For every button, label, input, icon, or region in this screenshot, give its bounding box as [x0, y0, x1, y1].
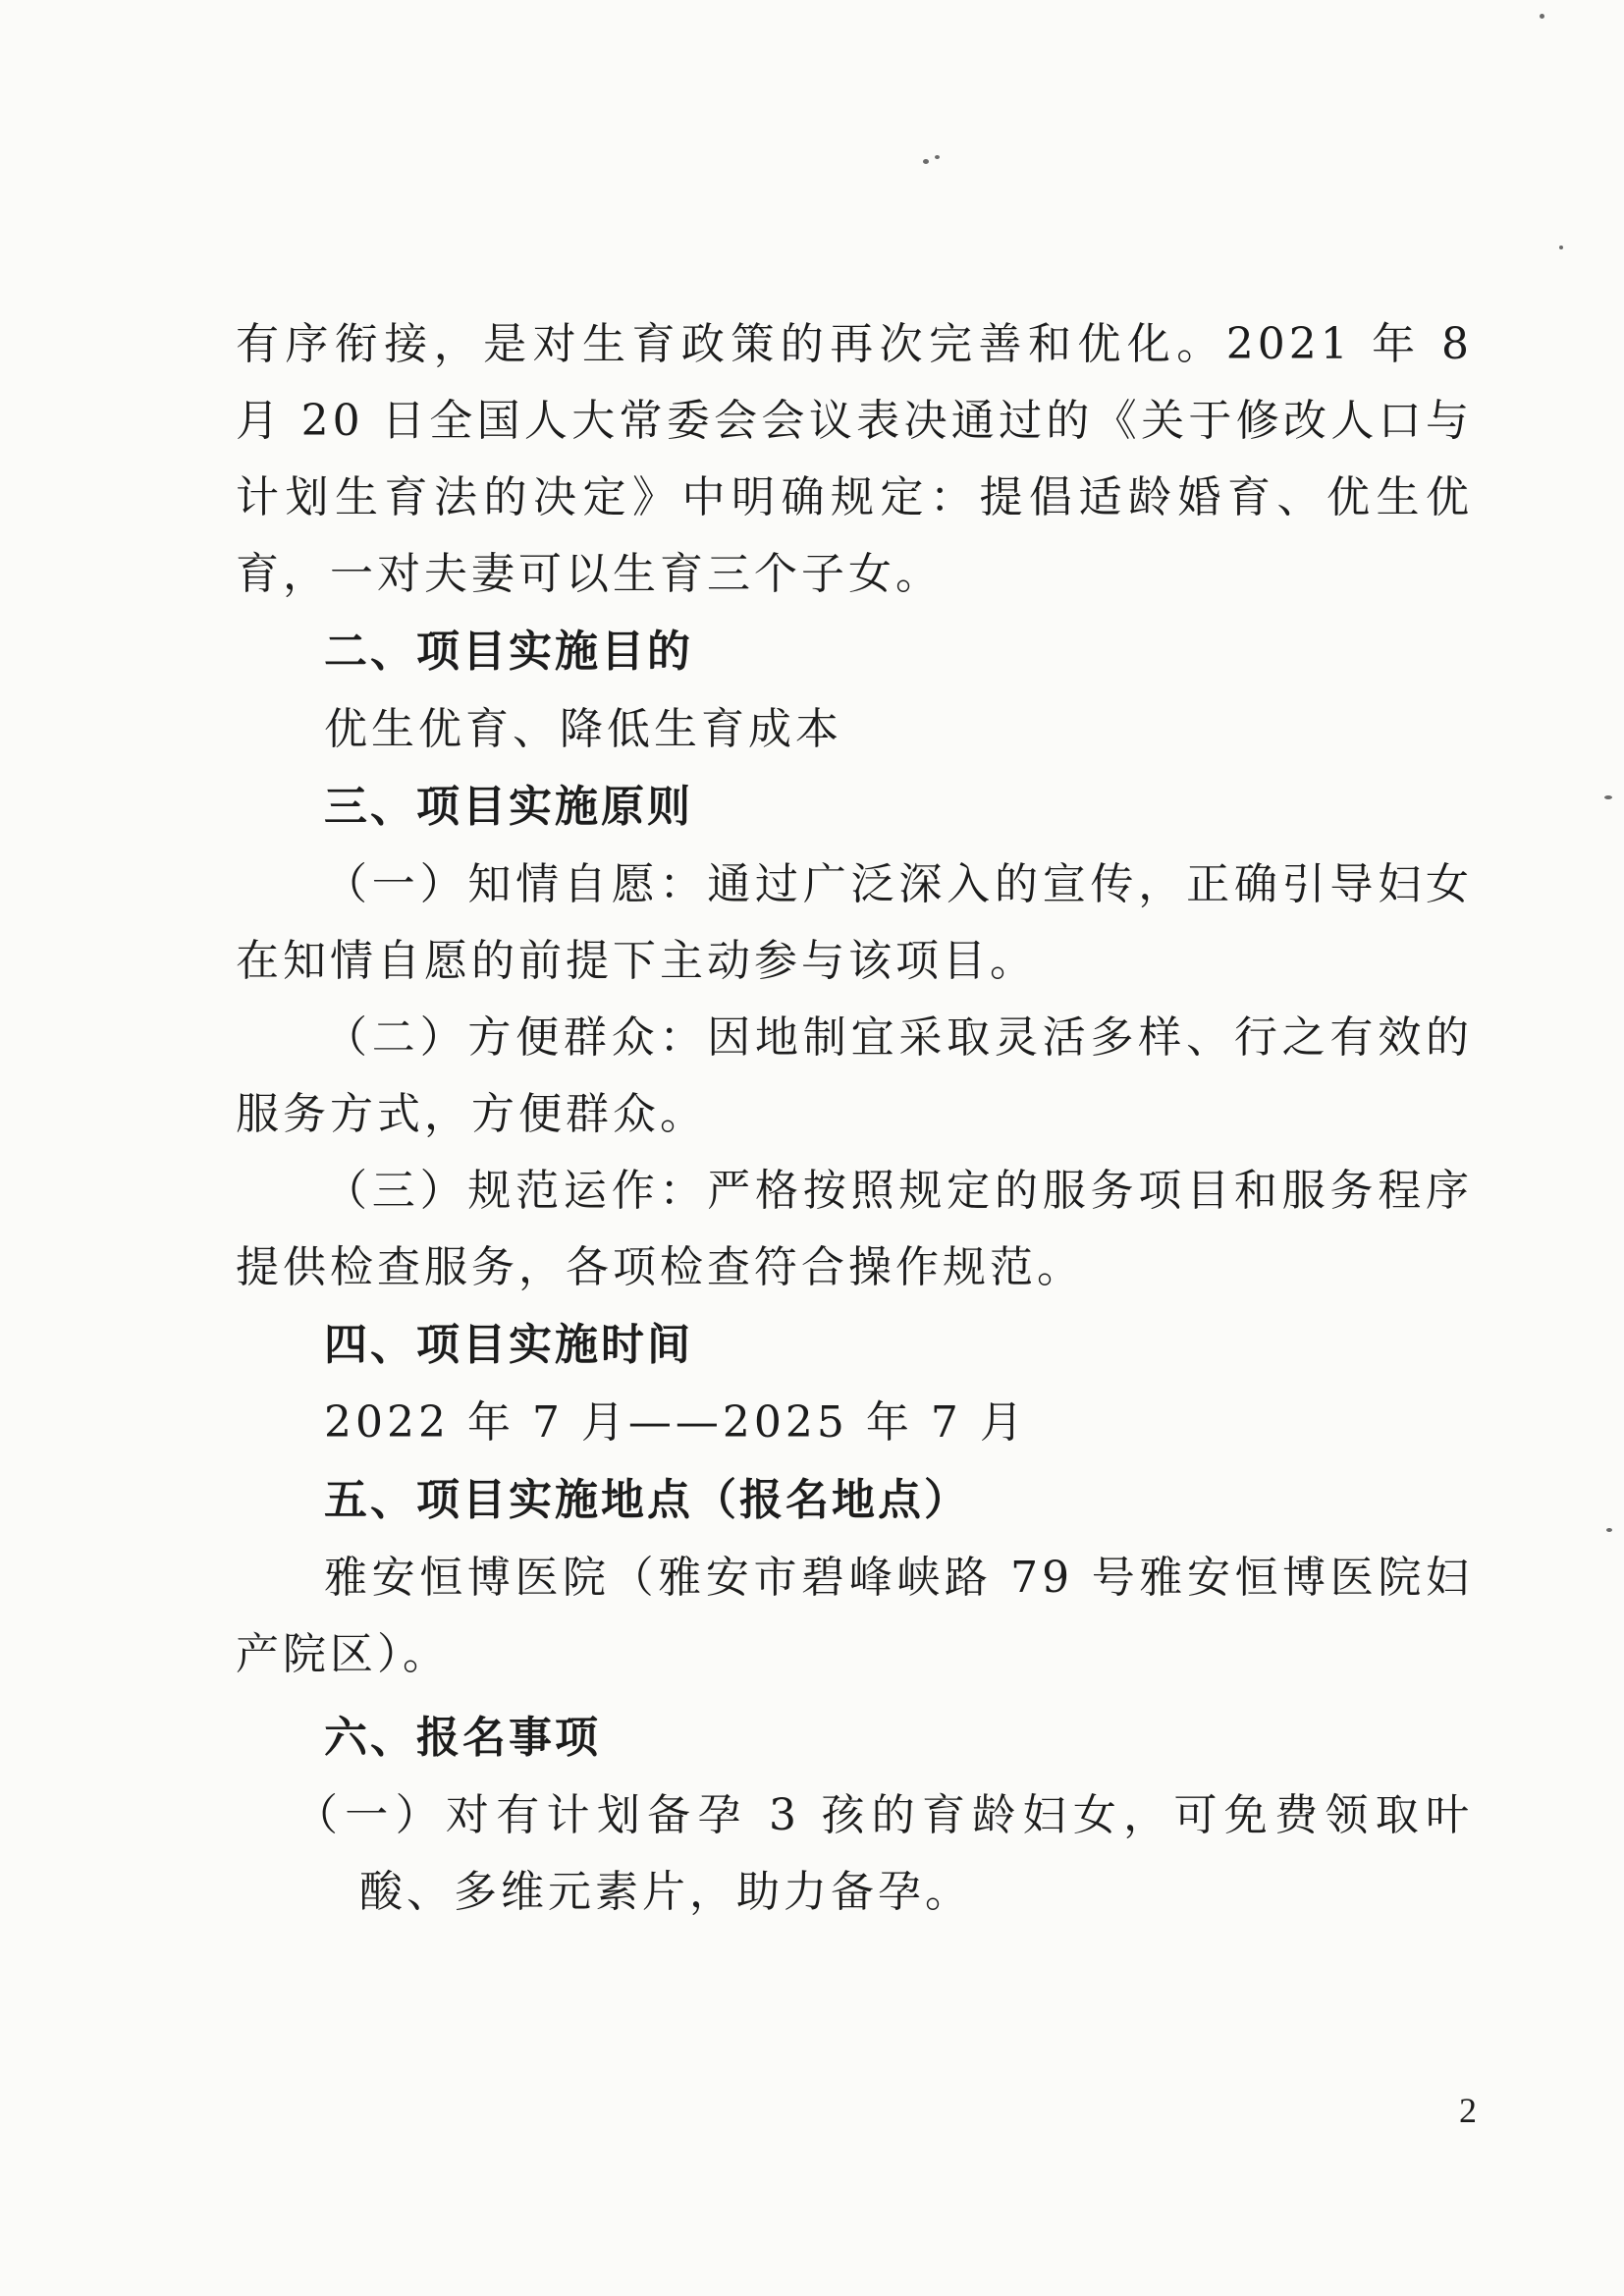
- section-heading-purpose: 二、项目实施目的: [324, 627, 693, 677]
- scan-speck: [923, 159, 929, 164]
- intro-paragraph: 有序衔接，是对生育政策的再次完善和优化。2021 年 8 月 20 日全国人大常委会会议表决通过的《关于修改人口与计划生育法的决定》中明确规定：提倡适龄婚育、优生优育，一对夫妻可以生育三个子女。: [236, 319, 1473, 599]
- section-heading-registration: 六、报名事项: [324, 1713, 601, 1763]
- scan-speck: [1559, 246, 1563, 249]
- document-body: [236, 306, 1473, 1931]
- principle-item-2: （二）方便群众：因地制宜采取灵活多样、行之有效的服务方式，方便群众。: [236, 1012, 1473, 1139]
- section-heading-principles: 三、项目实施原则: [324, 782, 693, 832]
- section-body-time: 2022 年 7 月——2025 年 7 月: [324, 1397, 1027, 1448]
- scan-speck: [1540, 14, 1544, 19]
- section-heading-location: 五、项目实施地点（报名地点）: [324, 1475, 970, 1525]
- registration-item-1: （一）对有计划备孕 3 孩的育龄妇女，可免费领取叶酸、多维元素片，助力备孕。: [295, 1790, 1473, 1917]
- scan-speck: [935, 155, 940, 159]
- principle-item-1: （一）知情自愿：通过广泛深入的宣传，正确引导妇女在知情自愿的前提下主动参与该项目。: [236, 859, 1473, 986]
- principle-item-3: （三）规范运作：严格按照规定的服务项目和服务程序提供检查服务，各项检查符合操作规范。: [236, 1166, 1473, 1292]
- scan-speck: [1604, 795, 1612, 799]
- page-number: 2: [1459, 2091, 1477, 2130]
- scan-speck: [1606, 1528, 1612, 1532]
- section-body-location: 雅安恒博医院（雅安市碧峰峡路 79 号雅安恒博医院妇产院区）。: [236, 1553, 1473, 1679]
- section-body-purpose: 优生优育、降低生育成本: [324, 704, 842, 754]
- section-heading-time: 四、项目实施时间: [324, 1320, 693, 1370]
